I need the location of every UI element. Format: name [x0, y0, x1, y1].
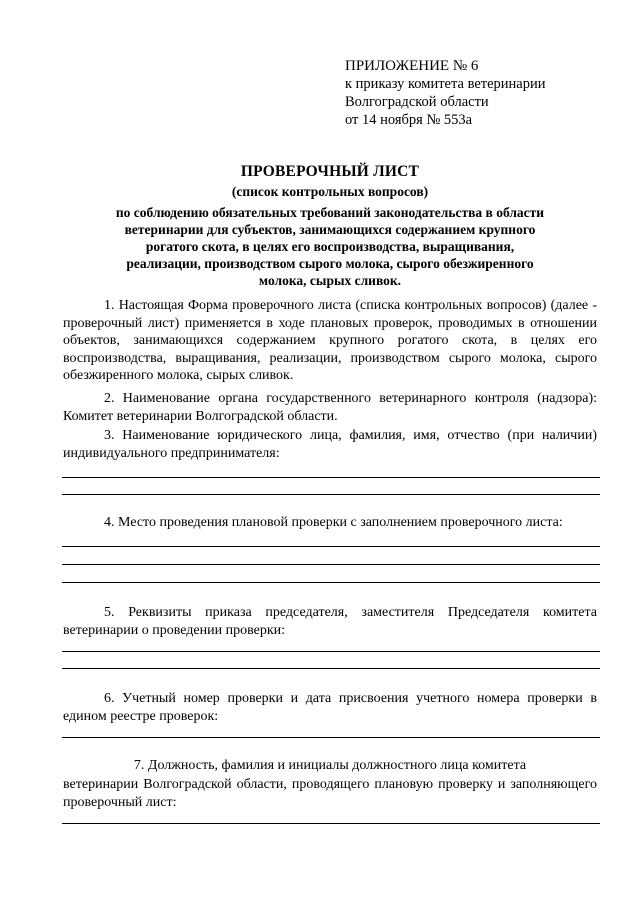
description-line: ветеринарии для субъектов, занимающихся содержанием крупного	[124, 222, 536, 237]
item-7-heading: 7. Должность, фамилия и инициалы должностного лица комитета	[133, 758, 527, 773]
description-line: рогатого скота, в целях его воспроизводства, выращивания,	[145, 239, 515, 254]
item-2-text: 2. Наименование органа государственного ветеринарного контроля (надзора): Комитет ветеринарии Волгоградской области.	[63, 391, 597, 424]
appendix-date-line: от 14 ноября № 553а	[345, 112, 473, 128]
item-2	[63, 390, 597, 425]
fill-line[interactable]	[62, 668, 600, 669]
fill-line[interactable]	[62, 823, 600, 824]
description-line: молока, сырых сливок.	[258, 273, 402, 288]
document-description	[60, 204, 600, 289]
item-3-text: 3. Наименование юридического лица, фамилия, имя, отчество (при наличии) индивидуального предпринимателя:	[63, 428, 597, 461]
item-5	[63, 604, 597, 639]
appendix-block	[345, 57, 546, 129]
fill-line[interactable]	[62, 494, 600, 495]
item-6	[63, 690, 597, 725]
fill-line[interactable]	[62, 564, 600, 565]
document-title: ПРОВЕРОЧНЫЙ ЛИСТ	[240, 163, 420, 180]
appendix-title: ПРИЛОЖЕНИЕ № 6	[345, 58, 479, 74]
item-5-text: 5. Реквизиты приказа председателя, заместителя Председателя комитета ветеринарии о проведении проверки:	[63, 605, 597, 638]
fill-line[interactable]	[62, 477, 600, 478]
description-line: по соблюдению обязательных требований законодательства в области	[115, 205, 545, 220]
item-3	[63, 427, 597, 462]
fill-line[interactable]	[62, 582, 600, 583]
item-1-text: 1. Настоящая Форма проверочного листа (списка контрольных вопросов) (далее - проверочный лист) применяется в ходе плановых проверок, проводимых в отношении объектов, занимающихся содержанием крупного рогатого скота, в целях его воспроизводства, выращивания, реализации, производством сырого молока, сырого обезжиренного молока, сырых сливок.	[63, 298, 597, 384]
item-6-text: 6. Учетный номер проверки и дата присвоения учетного номера проверки в едином реестре проверок:	[63, 691, 597, 724]
appendix-order-line: к приказу комитета ветеринарии	[345, 76, 546, 92]
item-7-text: ветеринарии Волгоградской области, проводящего плановую проверку и заполняющего проверочный лист:	[63, 777, 597, 810]
item-4	[63, 514, 597, 532]
appendix-region-line: Волгоградской области	[345, 94, 489, 110]
item-1	[63, 297, 597, 385]
item-4-text: 4. Место проведения плановой проверки с заполнением проверочного листа:	[104, 515, 563, 530]
description-line: реализации, производством сырого молока, сырого обезжиренного	[126, 256, 534, 271]
fill-line[interactable]	[62, 546, 600, 547]
fill-line[interactable]	[62, 737, 600, 738]
fill-line[interactable]	[62, 651, 600, 652]
document-subtitle: (список контрольных вопросов)	[231, 184, 429, 199]
